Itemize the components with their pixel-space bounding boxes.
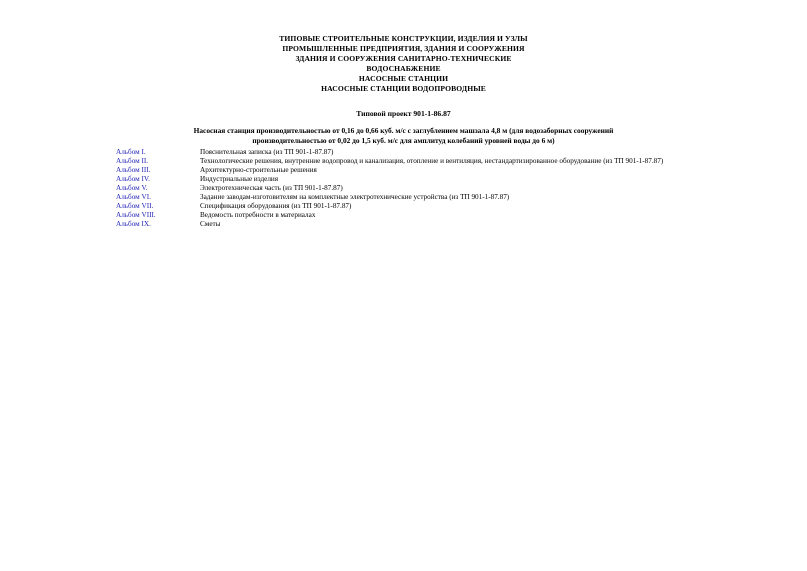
album-link[interactable]: Альбом II. xyxy=(116,157,149,165)
project-number: Типовой проект 901-1-86.87 xyxy=(356,109,451,118)
album-row xyxy=(116,211,756,220)
album-title: Технологические решения, внутренние водопровод и канализация, отопление и вентиляция, нестандартизированное оборудование (из ТП 901-1-87.87) xyxy=(200,157,664,165)
description-line: производительностью от 0,02 до 1,5 куб. м/с для амплитуд колебаний уровней воды до 6 м) xyxy=(252,136,555,145)
album-link[interactable]: Альбом III. xyxy=(116,166,151,174)
album-row xyxy=(116,184,756,193)
album-title: Сметы xyxy=(200,220,221,228)
heading-line: ПРОМЫШЛЕННЫЕ ПРЕДПРИЯТИЯ, ЗДАНИЯ И СООРУЖЕНИЯ xyxy=(282,44,525,53)
album-link[interactable]: Альбом IV. xyxy=(116,175,150,183)
album-row xyxy=(116,193,756,202)
album-link[interactable]: Альбом VIII. xyxy=(116,211,156,219)
heading-line: ТИПОВЫЕ СТРОИТЕЛЬНЫЕ КОНСТРУКЦИИ, ИЗДЕЛИЯ И УЗЛЫ xyxy=(279,34,528,43)
album-title: Электротехническая часть (из ТП 901-1-87.87) xyxy=(200,184,343,192)
album-title: Спецификация оборудования (из ТП 901-1-87.87) xyxy=(200,202,352,210)
album-list xyxy=(116,148,756,229)
album-link[interactable]: Альбом VII. xyxy=(116,202,154,210)
album-title: Архитектурно-строительные решения xyxy=(200,166,317,174)
album-title: Задание заводам-изготовителям на комплектные электротехнические устройства (из ТП 901-1-87.87) xyxy=(200,193,510,201)
heading-line: ВОДОСНАБЖЕНИЕ xyxy=(366,64,441,73)
heading-block xyxy=(0,34,807,94)
album-link[interactable]: Альбом VI. xyxy=(116,193,151,201)
album-title: Ведомость потребности в материалах xyxy=(200,211,316,219)
description-line: Насосная станция производительностью от 0,16 до 0,66 куб. м/с с заглублением машзала 4,8 м (для водозаборных сооружений xyxy=(193,126,614,135)
album-row xyxy=(116,175,756,184)
album-row xyxy=(116,157,756,166)
album-title: Индустриальные изделия xyxy=(200,175,279,183)
heading-line: НАСОСНЫЕ СТАНЦИИ xyxy=(358,74,449,83)
project-description xyxy=(0,126,807,146)
heading-line: НАСОСНЫЕ СТАНЦИИ ВОДОПРОВОДНЫЕ xyxy=(321,84,486,93)
album-link[interactable]: Альбом I. xyxy=(116,148,146,156)
album-link[interactable]: Альбом IX. xyxy=(116,220,151,228)
album-row xyxy=(116,202,756,211)
heading-line: ЗДАНИЯ И СООРУЖЕНИЯ САНИТАРНО-ТЕХНИЧЕСКИЕ xyxy=(295,54,512,63)
album-link[interactable]: Альбом V. xyxy=(116,184,148,192)
album-title: Пояснительная записка (из ТП 901-1-87.87) xyxy=(200,148,334,156)
album-row xyxy=(116,148,756,157)
album-row xyxy=(116,220,756,229)
album-row xyxy=(116,166,756,175)
